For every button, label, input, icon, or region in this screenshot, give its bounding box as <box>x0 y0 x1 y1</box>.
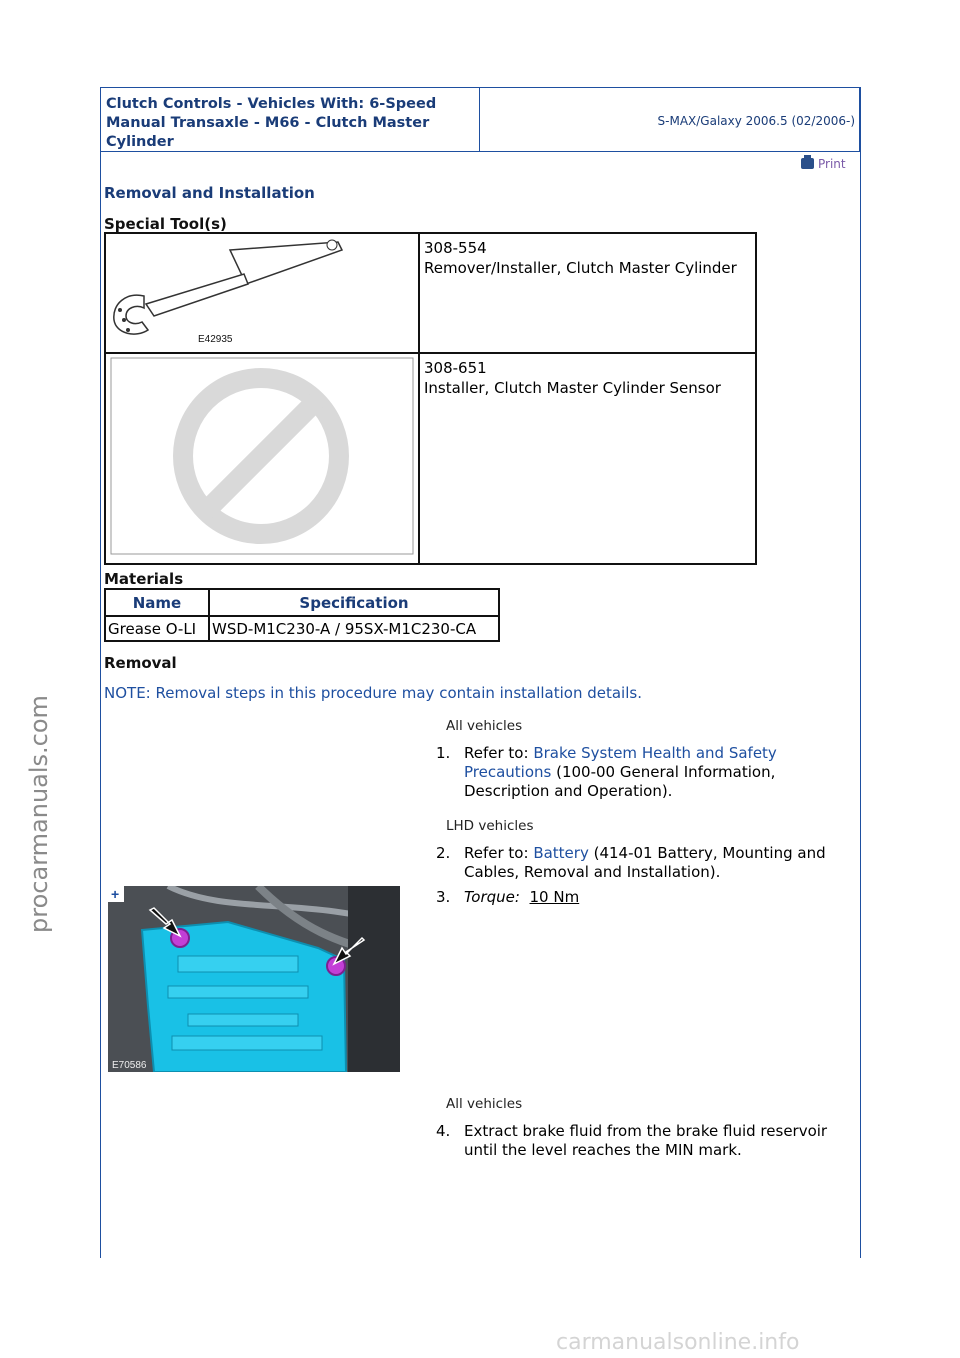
tool-image-cell <box>105 353 419 564</box>
document-header <box>100 87 860 152</box>
step-text: Refer to: Brake System Health and Safety Precautions (100-00 General Information, Description and Operation). <box>464 744 777 800</box>
special-tools-table <box>104 232 757 565</box>
spanner-tool-image <box>106 234 418 347</box>
tool-code: 308-651 <box>424 359 487 377</box>
battery-tray-illustration <box>108 886 400 1072</box>
step-number: 1. <box>436 744 451 762</box>
materials-table <box>104 588 500 642</box>
side-watermark: procarmanuals.com <box>25 695 53 933</box>
torque-label: Torque: <box>464 888 520 906</box>
materials-heading: Materials <box>104 570 184 588</box>
tool-description <box>419 233 756 353</box>
tool-image-cell <box>105 233 419 353</box>
step-text: Refer to: Battery (414-01 Battery, Mounting and Cables, Removal and Installation). <box>464 844 826 881</box>
header-divider <box>479 88 480 151</box>
brake-safety-link[interactable]: Brake System Health and Safety Precautions <box>464 744 777 781</box>
tool-description <box>419 353 756 564</box>
group-label: All vehicles <box>446 1096 523 1112</box>
special-tools-heading: Special Tool(s) <box>104 215 227 233</box>
footer-watermark: carmanualsonline.info <box>556 1330 800 1355</box>
step-4 <box>436 1122 846 1162</box>
torque-value[interactable]: 10 Nm <box>529 888 580 906</box>
battery-tray-photo <box>108 886 400 1072</box>
tool-row <box>105 233 756 353</box>
svg-text:+: + <box>111 886 120 902</box>
tool-name: Installer, Clutch Master Cylinder Sensor <box>424 379 721 397</box>
print-label: Print <box>818 157 846 171</box>
group-label: All vehicles <box>446 718 523 734</box>
removal-heading: Removal <box>104 654 177 672</box>
model-label: S-MAX/Galaxy 2006.5 (02/2006-) <box>657 114 855 128</box>
column-header: Name <box>105 589 209 616</box>
note: NOTE: Removal steps in this procedure may contain installation details. <box>104 684 642 702</box>
print-button[interactable] <box>801 157 846 171</box>
no-image-placeholder <box>106 354 418 558</box>
battery-link[interactable]: Battery <box>533 844 589 862</box>
tool-row <box>105 353 756 564</box>
step-3 <box>436 888 846 908</box>
tool-image-label: E42935 <box>198 334 233 345</box>
group-label: LHD vehicles <box>446 818 534 834</box>
step-2 <box>436 844 846 884</box>
step-number: 4. <box>436 1122 451 1140</box>
step-1 <box>436 744 846 804</box>
photo-label: E70586 <box>112 1060 147 1071</box>
column-header: Specification <box>209 589 499 616</box>
material-spec: WSD-M1C230-A / 95SX-M1C230-CA <box>209 616 499 641</box>
tool-name: Remover/Installer, Clutch Master Cylinder <box>424 259 737 277</box>
tool-code: 308-554 <box>424 239 487 257</box>
section-title: Removal and Installation <box>104 184 315 202</box>
printer-icon <box>801 158 814 169</box>
table-row <box>105 616 499 641</box>
document-title: Clutch Controls - Vehicles With: 6-Speed Manual Transaxle - M66 - Clutch Master Cylinder <box>106 96 437 150</box>
step-number: 3. <box>436 888 451 906</box>
material-name: Grease O-LI <box>105 616 209 641</box>
step-text: Extract brake fluid from the brake fluid reservoir until the level reaches the MIN mark. <box>464 1122 828 1159</box>
step-text <box>464 888 854 907</box>
step-number: 2. <box>436 844 451 862</box>
